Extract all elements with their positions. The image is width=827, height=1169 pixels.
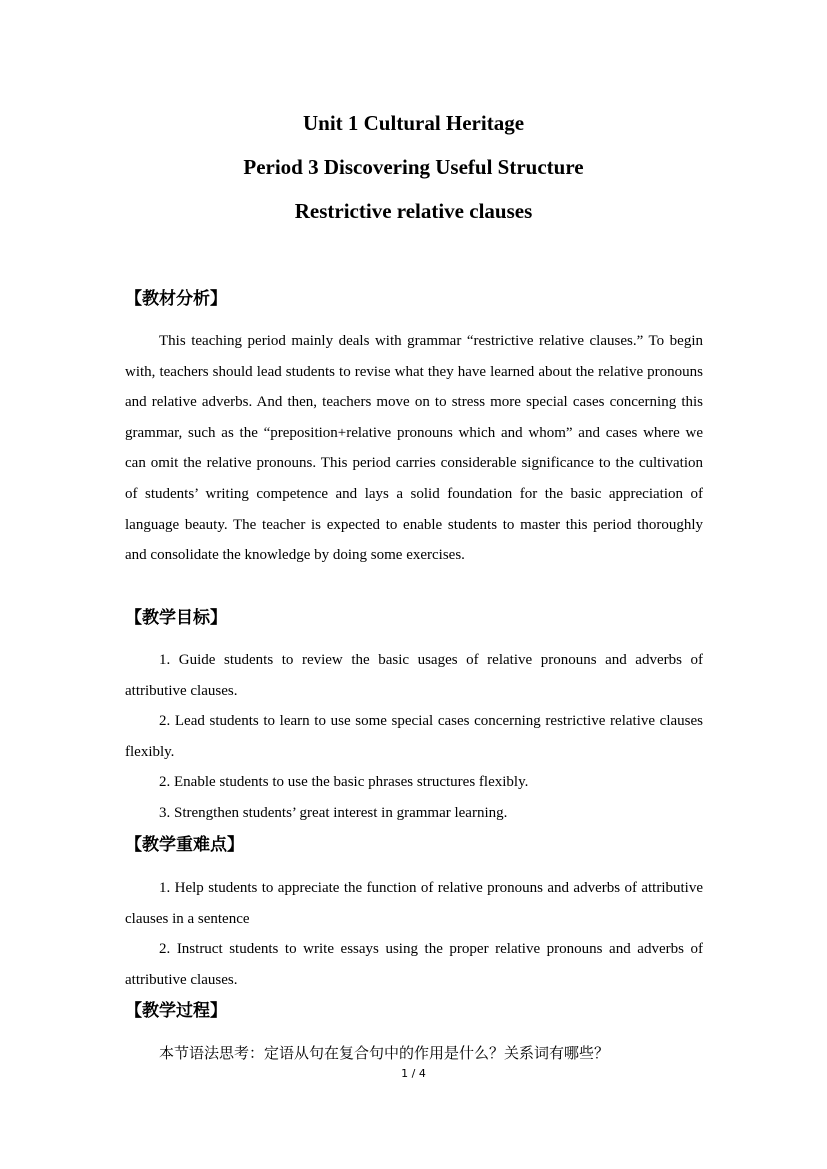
objective-item: 2. Enable students to use the basic phrases structures flexibly. xyxy=(159,774,529,790)
key-point-item: 2. Instruct students to write essays using the proper relative pronouns and adverbs of attributive clauses. xyxy=(125,941,703,988)
objective-item: 2. Lead students to learn to use some special cases concerning restrictive relative clauses flexibly. xyxy=(125,713,703,760)
key-point-item: 1. Help students to appreciate the function of relative pronouns and adverbs of attributive clauses in a sentence xyxy=(125,880,703,927)
document-title: Unit 1 Cultural Heritage xyxy=(302,111,525,135)
title-block xyxy=(0,101,827,233)
process-question: 本节语法思考：定语从句在复合句中的作用是什么？关系词有哪些？ xyxy=(159,1044,610,1062)
section-heading-objectives: 【教学目标】 xyxy=(125,608,227,628)
objective-item: 3. Strengthen students’ great interest in grammar learning. xyxy=(159,805,508,821)
objective-item: 1. Guide students to review the basic usages of relative pronouns and adverbs of attributive clauses. xyxy=(125,652,703,699)
document-topic: Restrictive relative clauses xyxy=(294,199,533,223)
analysis-paragraph: This teaching period mainly deals with grammar “restrictive relative clauses.” To begin with, teachers should lead students to revise what they have learned about the relative pronouns and relative adverbs. And then, teachers move on to stress more special cases concerning this grammar, such as the “preposition+relative pronouns which and whom” and cases where we can omit the relative pronouns. This period carries considerable significance to the cultivation of students’ writing competence and lays a solid foundation for the basic appreciation of language beauty. The teacher is expected to enable students to master this period thoroughly and consolidate the knowledge by doing some exercises. xyxy=(125,333,703,564)
document-subtitle: Period 3 Discovering Useful Structure xyxy=(243,155,584,179)
section-heading-analysis: 【教材分析】 xyxy=(125,289,227,309)
section-heading-key-points: 【教学重难点】 xyxy=(125,835,244,855)
section-heading-process: 【教学过程】 xyxy=(125,1001,227,1021)
page-number: 1 / 4 xyxy=(401,1067,426,1080)
